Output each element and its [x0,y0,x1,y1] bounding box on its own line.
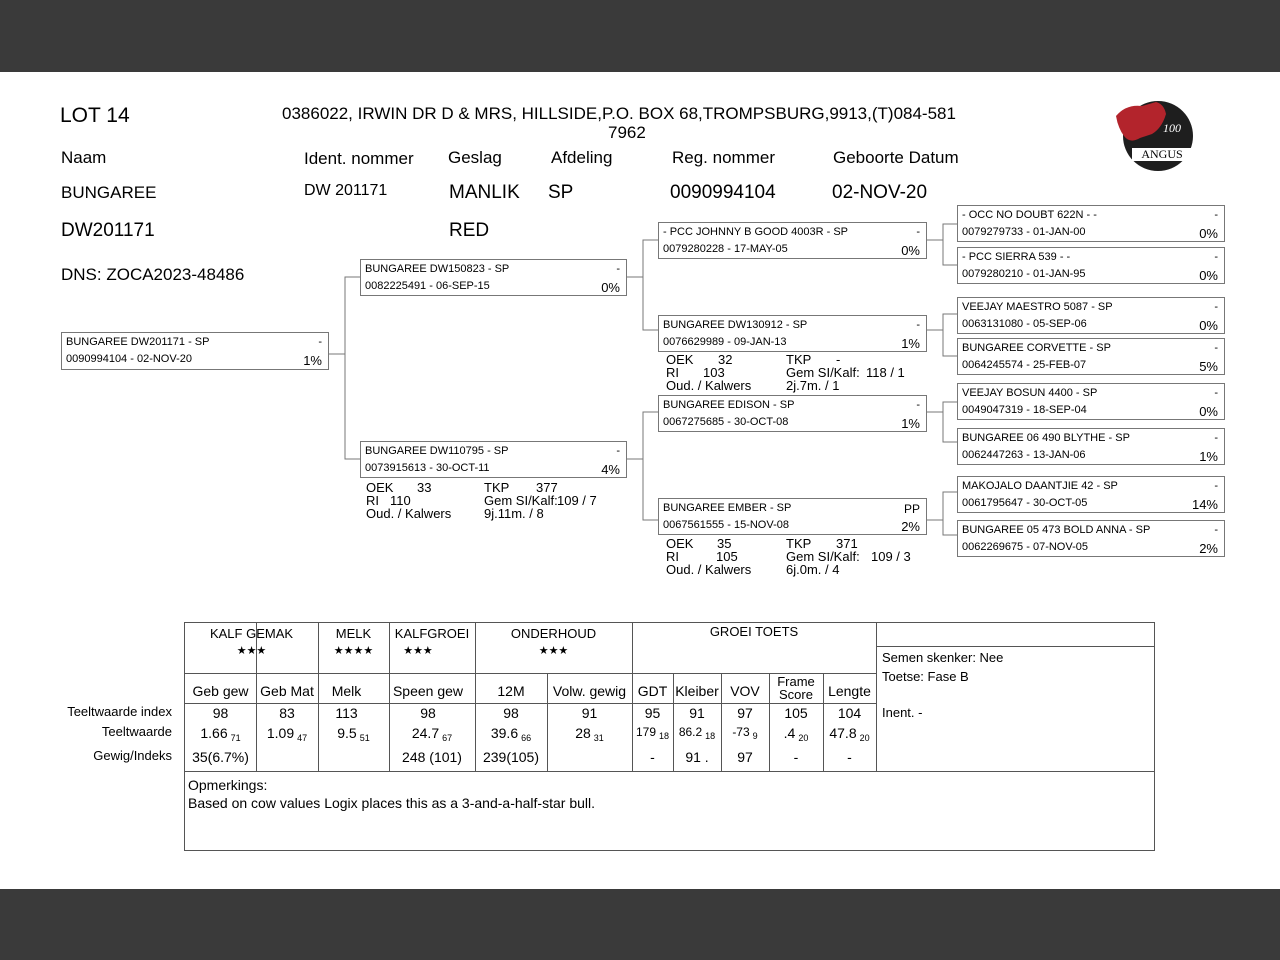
animal-birth: 02-NOV-20 [832,182,928,203]
group-melk: MELK [335,626,372,641]
pedigree-sheet: LOT 14 0386022, IRWIN DR D & MRS, HILLSIDE,P.O. BOX 68,TROMPSBURG,9913,(T)084-581 7962 ANGUS 100 Naam Ident. nommer Geslag Afdeling Reg. nommer Geboorte Datum BUNGAREE DW 201171 MANLIK SP 0090994104 02-NOV-20 DW201171 RED DNS: ZOCA2023-48486 BUNGAREE DW201171 - SP - 0090994104 - 02-NOV-20 1% BUNGAREE DW150823 - SP - 0082225491 - 06-SEP-15 0% BUNGAREE DW110795 - SP - 0073915613 - 30-OCT-11 4% - PCC JOHNNY B GOOD 4003R - SP - 0079280228 - 17-MAY-05 0% BUNGAREE DW130912 - SP - 0076629989 - 09-JAN-13 1% BUNGAREE EDISON - SP - 0067275685 - 30-OCT-08 1% BUNGAREE EMBER - SP PP 0067561555 - 15-NOV-08 2% - OCC NO DOUBT 622N - - - 0079279733 - 01-JAN-00 0% - PCC SIERRA 539 - - - 0079280210 - 01-JAN-95 0% VEEJAY MAESTRO 5087 - SP - 0063131080 - 05-SEP-06 0% BUNGAREE CORVETTE - SP - 0064245574 - 25-FEB-07 5% VEEJAY BOSUN 4400 - SP - 0049047319 - 18-SEP-04 0% BUNGAREE 06 490 BLYTHE - SP - 0062447263 - 13-JAN-06 1% MAKOJALO DAANTJIE 42 - SP - 0061795647 - 30-OCT-05 14% BUNGAREE 05 473 BOLD ANNA - SP - 0062269675 - 07-NOV-05 2% OEK 32 TKP - RI 103 Gem SI/Kalf: 118 / 1 Oud. / Kalwers 2j.7m. / 1 OEK 33 TKP 377 RI 110 Gem SI/Kalf: 109 / 7 Oud. / Kalwers 9j.11m. / 8 OEK 35 TKP 371 RI 105 Gem SI/Kalf: 109 / 3 Oud. / Kalwers 6j.0m. / 4 Teeltwaarde index Teeltwaarde Gewig/Indeks KALF GEMAK ★★★ MELK ★★★★ KALFGROEI ★★★ ONDERHOUD ★★★ GROEI TOETS Geb gew Geb Mat Melk Speen gew 12M Volw. gewig GDT Kleiber VOV Frame Score Lengte 98 83 113 98 98 91 95 91 97 105 104 1.66 $_{71}$ 1.09 $_{47}$ 9.5 $_{51}$ 24.7 $_{67}$ 39.6 $_{66}$ 28 $_{31}$ 179 $_{18}$ 86.2 $_{18}$ -73 $_9$ .4 $_{20}$ 47.8 $_{20}$ 35(6.7%) 248 (101) 239(105) - 91 . 97 - - Semen skenker: Nee Toetse: Fase B Inent. - Opmerkings: Based on cow values Logix places this as a 3-and-a-half-star bull. [0,72,1280,889]
index-5: 91 [581,705,598,721]
group-groei-toets: GROEI TOETS [709,624,799,639]
index-1: 83 [279,705,295,721]
label-geboorte: Geboorte Datum [833,148,959,167]
label-ident: Ident. nommer [304,149,414,168]
pedigree-ssd: - PCC SIERRA 539 - - - 0079280210 - 01-JAN-95 0% [957,247,1225,284]
label-naam: Naam [61,148,107,167]
logo-text: ANGUS [1141,147,1183,161]
stars-kalfgroei: ★★★ [403,645,433,657]
index-4: 98 [503,705,519,721]
value-8: -73 $_9$ [732,725,758,741]
col-melk: Melk [331,683,362,699]
animal-dns: DNS: ZOCA2023-48486 [61,265,245,284]
weight-10: - [847,749,852,765]
value-0: 1.66 $_{71}$ [200,725,241,743]
row-label-weight: Gewig/Indeks [93,748,172,763]
weight-3: 248 (101) [402,749,462,765]
stars-kalf-gemak: ★★★ [236,645,267,657]
col-geb-gew: Geb gew [192,683,249,699]
group-kalfgroei: KALFGROEI [394,626,470,641]
value-10: 47.8 $_{20}$ [829,725,870,743]
index-7: 91 [689,705,705,721]
index-2: 113 [335,705,358,721]
value-5: 28 $_{31}$ [575,725,604,743]
label-geslag: Geslag [448,148,502,167]
semen-donor: Semen skenker: Nee [882,650,1004,665]
col-volw-gewig: Volw. gewig [552,683,627,699]
col-geb-mat: Geb Mat [260,683,314,699]
evaluation-table [184,622,1155,851]
weight-6: - [650,749,655,765]
col-lengte: Lengte [828,683,871,699]
animal-section: SP [548,182,574,203]
animal-name: BUNGAREE [61,183,157,202]
value-2: 9.5 $_{51}$ [337,725,370,743]
vaccination: Inent. - [882,705,923,720]
animal-ident: DW 201171 [304,182,388,199]
remarks-label: Opmerkings: [188,777,268,793]
col-frame-score: Frame Score [777,674,815,702]
weight-4: 239(105) [482,749,540,765]
value-3: 24.7 $_{67}$ [411,725,453,743]
stars-melk: ★★★★ [333,645,374,657]
weight-8: 97 [737,749,753,765]
label-afdeling: Afdeling [551,148,613,167]
stars-onderhoud: ★★★ [538,645,569,657]
animal-code: DW201171 [61,220,155,241]
pedigree-dsd: BUNGAREE 06 490 BLYTHE - SP - 0062447263 - 13-JAN-06 1% [957,428,1225,465]
pedigree-dam: BUNGAREE DW110795 - SP - 0073915613 - 30-OCT-11 4% [360,441,627,478]
pedigree-sire: BUNGAREE DW150823 - SP - 0082225491 - 06-SEP-15 0% [360,259,627,296]
row-label-index: Teeltwaarde index [67,704,172,719]
value-6: 179 $_{18}$ [635,725,670,741]
logo-number: 100 [1163,121,1181,135]
pedigree-dam-sire: BUNGAREE EDISON - SP - 0067275685 - 30-OCT-08 1% [658,395,927,432]
owner-line-2: 7962 [608,123,646,142]
pedigree-sds: VEEJAY MAESTRO 5087 - SP - 0063131080 - 05-SEP-06 0% [957,297,1225,334]
weight-9: - [793,749,799,765]
index-9: 105 [784,705,808,721]
pedigree-sire-sire: - PCC JOHNNY B GOOD 4003R - SP - 0079280228 - 17-MAY-05 0% [658,222,927,259]
animal-reg: 0090994104 [670,182,776,203]
col-gdt: GDT [637,683,668,699]
index-0: 98 [212,705,229,721]
owner-line-1: 0386022, IRWIN DR D & MRS, HILLSIDE,P.O. BOX 68,TROMPSBURG,9913,(T)084-581 [282,104,956,123]
col-12m: 12M [497,683,525,699]
index-3: 98 [420,705,436,721]
pedigree-self: BUNGAREE DW201171 - SP - 0090994104 - 02-NOV-20 1% [61,332,329,370]
test-phase: Toetse: Fase B [882,669,969,684]
remarks-text: Based on cow values Logix places this as a 3-and-a-half-star bull. [188,795,595,811]
index-8: 97 [737,705,753,721]
weight-7: 91 . [685,749,709,765]
pedigree-dds: MAKOJALO DAANTJIE 42 - SP - 0061795647 - 30-OCT-05 14% [957,476,1225,513]
row-label-value: Teeltwaarde [101,724,172,739]
value-4: 39.6 $_{66}$ [490,725,532,743]
pedigree-sdd: BUNGAREE CORVETTE - SP - 0064245574 - 25-FEB-07 5% [957,338,1225,375]
value-7: 86.2 $_{18}$ [678,725,716,741]
group-kalf-gemak: KALF GEMAK [209,626,294,641]
animal-colour: RED [449,220,490,241]
value-1: 1.09 $_{47}$ [266,725,308,743]
pedigree-sss: - OCC NO DOUBT 622N - - - 0079279733 - 01-JAN-00 0% [957,205,1225,242]
col-speen-gew: Speen gew [392,683,464,699]
pedigree-dss: VEEJAY BOSUN 4400 - SP - 0049047319 - 18-SEP-04 0% [957,383,1225,420]
pedigree-sire-dam: BUNGAREE DW130912 - SP - 0076629989 - 09-JAN-13 1% [658,315,927,352]
weight-0: 35(6.7%) [192,749,249,765]
col-vov: VOV [730,683,760,699]
animal-sex: MANLIK [449,182,520,203]
index-10: 104 [837,705,862,721]
col-kleiber: Kleiber [675,683,719,699]
label-reg: Reg. nommer [672,148,775,167]
pedigree-ddd: BUNGAREE 05 473 BOLD ANNA - SP - 0062269675 - 07-NOV-05 2% [957,520,1225,557]
lot-number: LOT 14 [60,104,130,127]
group-onderhoud: ONDERHOUD [510,626,597,641]
pedigree-dam-dam: BUNGAREE EMBER - SP PP 0067561555 - 15-NOV-08 2% [658,498,927,535]
index-6: 95 [644,705,661,721]
value-9: .4 $_{20}$ [783,725,809,743]
